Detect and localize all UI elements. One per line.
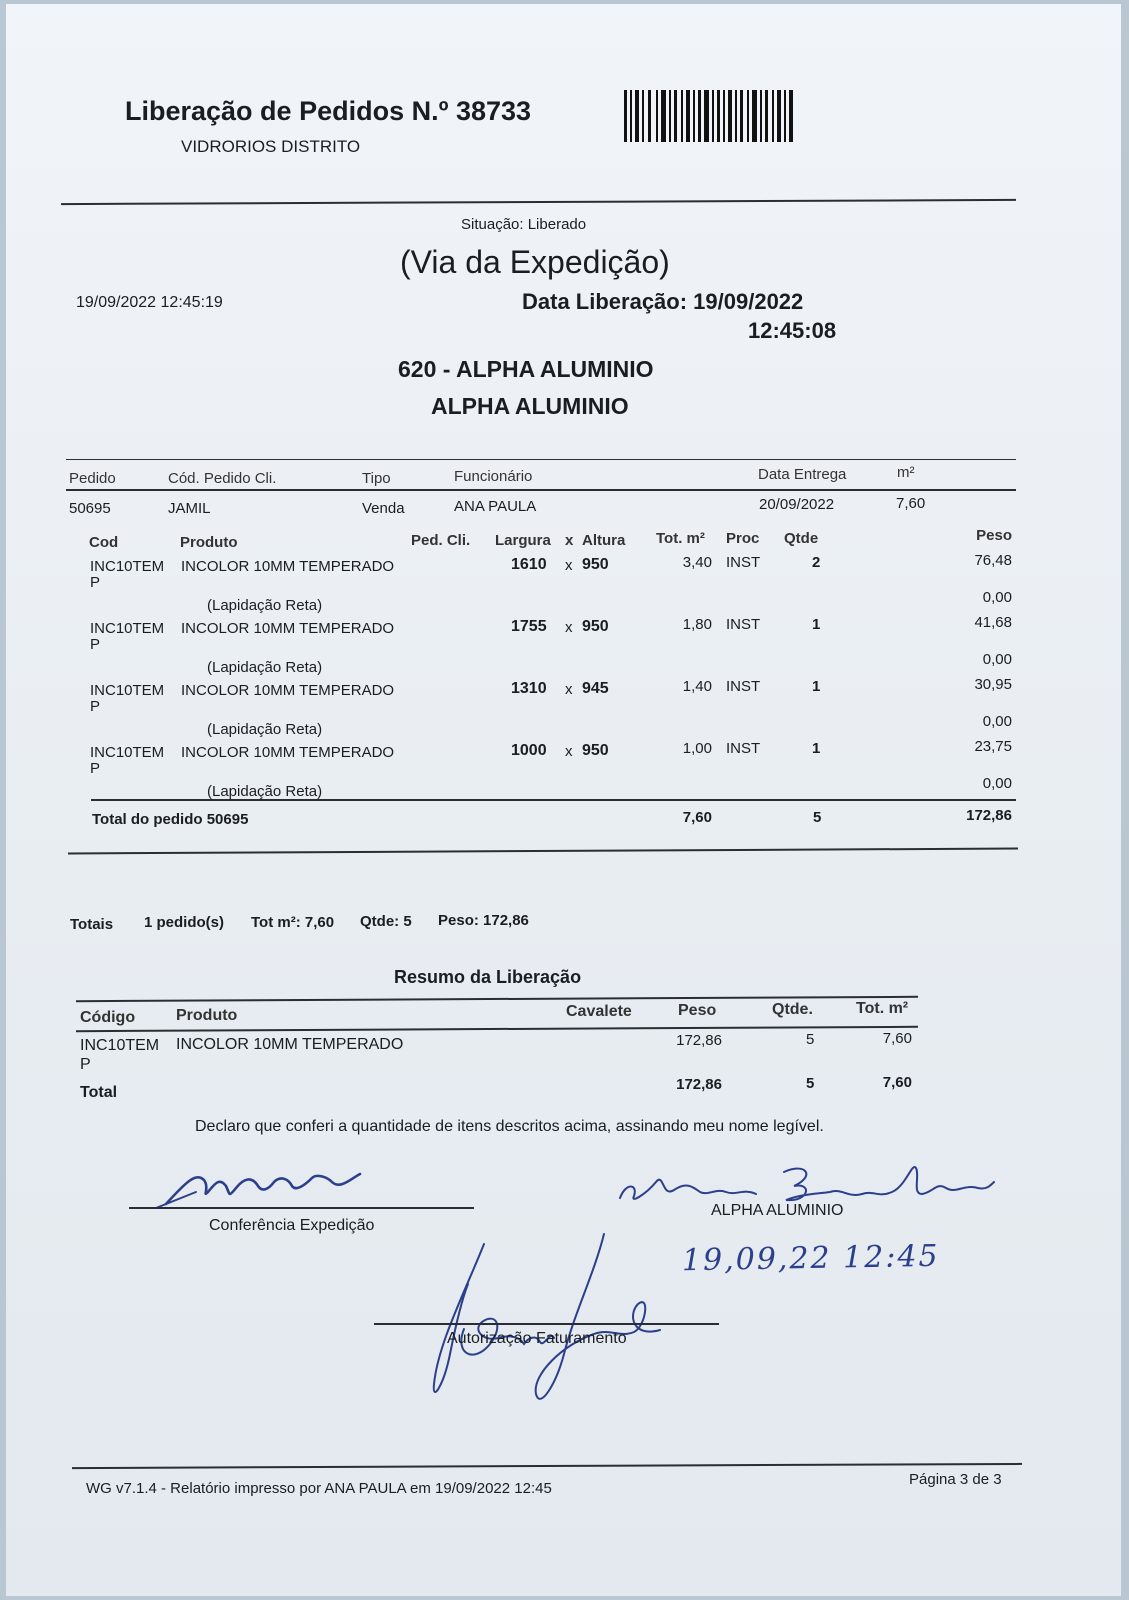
autorizacao-label: Autorização Faturamento (447, 1330, 627, 1347)
items-col-tot-m2: Tot. m² (656, 530, 705, 547)
item-largura: 1310 (511, 680, 547, 697)
handwritten-date: 19,09,22 12:45 (681, 1238, 940, 1279)
item-finishing: (Lapidação Reta) (207, 721, 323, 738)
order-tipo: Venda (362, 500, 405, 517)
conferencia-label: Conferência Expedição (209, 1217, 375, 1234)
item-cod-cont: P (90, 636, 101, 653)
item-x: x (565, 619, 573, 636)
resumo-title: Resumo da Liberação (394, 967, 582, 987)
item-largura: 1610 (511, 556, 547, 573)
resumo-col-codigo: Código (80, 1009, 136, 1026)
item-qtde: 1 (812, 740, 821, 757)
header-divider (61, 199, 1016, 205)
item-tot-m2: 1,00 (682, 740, 712, 757)
resumo-row-qtde: 5 (806, 1031, 815, 1048)
item-x: x (565, 557, 573, 574)
footer-printed-by: WG v7.1.4 - Relatório impresso por ANA PAULA em 19/09/2022 12:45 (86, 1480, 552, 1497)
resumo-row-peso: 172,86 (676, 1032, 722, 1049)
items-col-ped-cli: Ped. Cli. (411, 532, 471, 549)
items-col-peso: Peso (976, 527, 1012, 544)
resumo-total-label: Total (80, 1084, 118, 1101)
item-finishing: (Lapidação Reta) (207, 597, 323, 614)
resumo-col-tot-m2: Tot. m² (856, 1000, 909, 1017)
timestamp: 19/09/2022 12:45:19 (76, 294, 223, 311)
order-pedido: 50695 (69, 500, 111, 517)
item-proc: INST (726, 616, 761, 633)
item-cod: INC10TEM (90, 682, 165, 699)
item-proc: INST (726, 678, 761, 695)
item-cod-cont: P (90, 760, 101, 777)
col-cod-pedido-cli: Cód. Pedido Cli. (168, 470, 277, 487)
item-qtde: 1 (812, 678, 821, 695)
resumo-col-peso: Peso (678, 1002, 717, 1019)
order-header-rule (66, 489, 1016, 491)
item-proc: INST (726, 740, 761, 757)
order-m2: 7,60 (896, 495, 926, 512)
item-cod-cont: P (90, 698, 101, 715)
item-altura: 950 (582, 556, 609, 573)
resumo-row-cod-cont: P (80, 1056, 91, 1073)
client-signature-label: ALPHA ALUMINIO (711, 1202, 844, 1219)
item-finishing-peso: 0,00 (982, 775, 1012, 792)
footer-page-number: Página 3 de 3 (909, 1471, 1002, 1488)
resumo-row-produto: INCOLOR 10MM TEMPERADO (176, 1036, 404, 1053)
item-altura: 945 (582, 680, 609, 697)
resumo-header-rule (76, 1026, 918, 1032)
totais-m2: Tot m²: 7,60 (251, 914, 335, 931)
item-produto: INCOLOR 10MM TEMPERADO (181, 744, 395, 761)
resumo-col-produto: Produto (176, 1007, 238, 1024)
company-name: VIDRORIOS DISTRITO (181, 137, 361, 156)
items-col-produto: Produto (180, 534, 238, 551)
totais-pedidos: 1 pedido(s) (144, 914, 225, 931)
item-qtde: 2 (812, 554, 821, 571)
item-x: x (565, 743, 573, 760)
item-cod-cont: P (90, 574, 101, 591)
autorizacao-line (374, 1323, 719, 1325)
release-time: 12:45:08 (748, 318, 837, 343)
item-finishing-peso: 0,00 (982, 651, 1012, 668)
document-title: Liberação de Pedidos N.º 38733 (125, 96, 532, 126)
order-cod-cli: JAMIL (168, 500, 211, 517)
via-title: (Via da Expedição) (400, 244, 670, 280)
item-tot-m2: 3,40 (682, 554, 712, 571)
col-pedido: Pedido (69, 470, 116, 487)
item-largura: 1000 (511, 742, 547, 759)
item-proc: INST (726, 554, 761, 571)
item-produto: INCOLOR 10MM TEMPERADO (181, 682, 395, 699)
resumo-total-peso: 172,86 (676, 1076, 722, 1093)
item-cod: INC10TEM (90, 620, 165, 637)
item-finishing: (Lapidação Reta) (207, 659, 323, 676)
item-qtde: 1 (812, 616, 821, 633)
item-produto: INCOLOR 10MM TEMPERADO (181, 558, 395, 575)
item-altura: 950 (582, 618, 609, 635)
items-col-largura: Largura (495, 532, 551, 549)
items-col-x: x (565, 532, 574, 549)
item-peso: 30,95 (974, 676, 1012, 693)
items-total-label: Total do pedido 50695 (92, 811, 249, 828)
totais-qtde: Qtde: 5 (360, 913, 412, 930)
client-name: ALPHA ALUMINIO (431, 393, 629, 419)
items-col-cod: Cod (89, 534, 119, 551)
item-largura: 1755 (511, 618, 547, 635)
order-data-entrega: 20/09/2022 (759, 496, 835, 513)
totais-peso: Peso: 172,86 (438, 912, 529, 929)
signature-autorizacao-icon (424, 1234, 664, 1419)
item-peso: 76,48 (974, 552, 1012, 569)
items-col-proc: Proc (726, 530, 760, 547)
resumo-row-tot: 7,60 (882, 1030, 912, 1047)
items-total-qtde: 5 (813, 809, 822, 826)
release-date: Data Liberação: 19/09/2022 (522, 289, 804, 314)
col-tipo: Tipo (362, 470, 391, 487)
item-altura: 950 (582, 742, 609, 759)
conferencia-line (129, 1207, 474, 1209)
item-tot-m2: 1,80 (682, 616, 712, 633)
barcode-icon (624, 90, 794, 147)
items-bottom-rule (68, 848, 1018, 855)
item-cod: INC10TEM (90, 744, 165, 761)
order-funcionario: ANA PAULA (454, 498, 537, 515)
item-tot-m2: 1,40 (682, 678, 712, 695)
items-col-altura: Altura (582, 532, 626, 549)
col-data-entrega: Data Entrega (758, 466, 847, 483)
document-sheet (6, 4, 1121, 1596)
item-finishing-peso: 0,00 (982, 589, 1012, 606)
resumo-total-qtde: 5 (806, 1075, 815, 1092)
order-top-rule (66, 459, 1016, 460)
totais-label: Totais (70, 916, 114, 933)
item-peso: 41,68 (974, 614, 1012, 631)
col-m2: m² (897, 464, 915, 481)
resumo-col-qtde: Qtde. (772, 1001, 813, 1018)
item-produto: INCOLOR 10MM TEMPERADO (181, 620, 395, 637)
item-finishing: (Lapidação Reta) (207, 783, 323, 800)
items-total-peso: 172,86 (966, 807, 1012, 824)
item-finishing-peso: 0,00 (982, 713, 1012, 730)
items-col-qtde: Qtde (784, 530, 819, 547)
item-peso: 23,75 (974, 738, 1012, 755)
footer-rule (72, 1463, 1022, 1469)
client-code-name: 620 - ALPHA ALUMINIO (398, 356, 654, 382)
col-funcionario: Funcionário (454, 468, 533, 485)
items-total-m2: 7,60 (682, 809, 712, 826)
resumo-total-tot: 7,60 (882, 1074, 912, 1091)
item-x: x (565, 681, 573, 698)
items-total-rule (91, 799, 1016, 801)
resumo-col-cavalete: Cavalete (566, 1003, 632, 1020)
resumo-row-cod: INC10TEM (80, 1037, 160, 1054)
declaration-text: Declaro que conferi a quantidade de itens descritos acima, assinando meu nome legível. (195, 1118, 824, 1135)
item-cod: INC10TEM (90, 558, 165, 575)
status-text: Situação: Liberado (461, 216, 587, 233)
